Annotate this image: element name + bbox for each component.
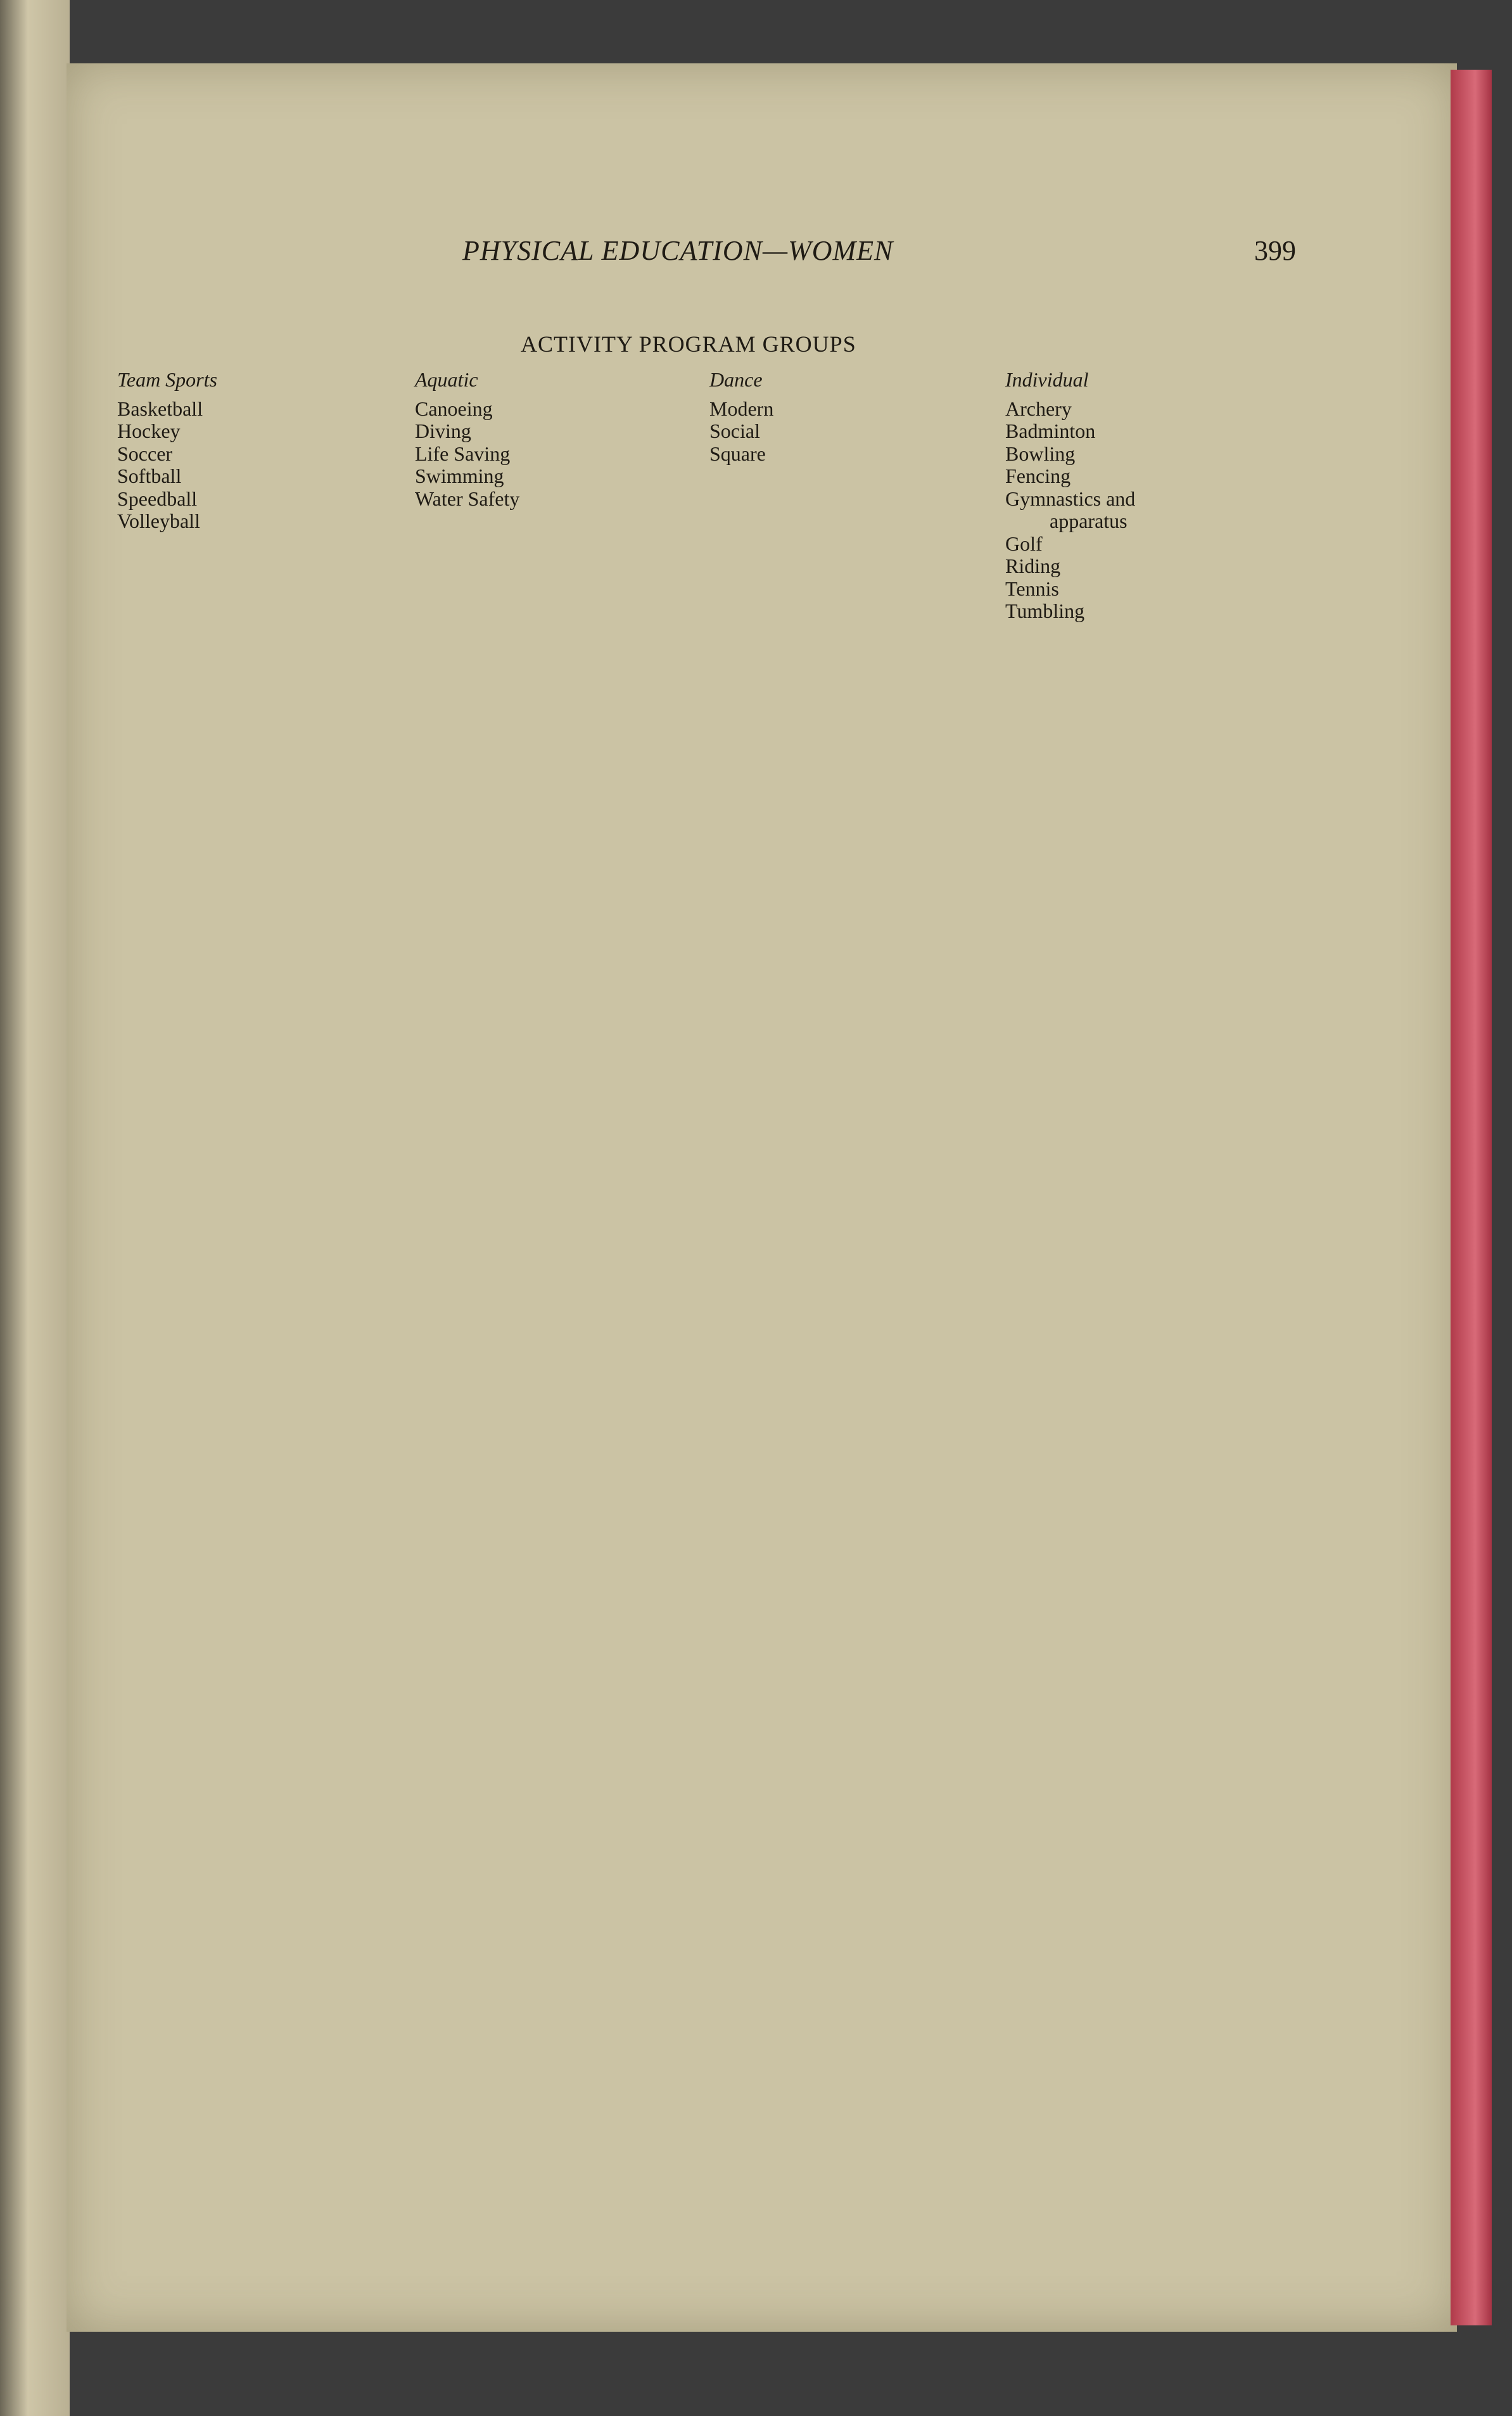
list-item: Bowling (1005, 442, 1076, 465)
list-item: Archery (1005, 397, 1072, 420)
list-item: Modern (709, 397, 774, 420)
list-item: Riding (1005, 554, 1061, 577)
list-item: Social (709, 419, 760, 442)
list-item: Hockey (117, 419, 181, 442)
list-item: Diving (415, 419, 471, 442)
list-item: apparatus (1050, 509, 1128, 532)
list-item: Volleyball (117, 509, 200, 532)
list-item: Canoeing (415, 397, 493, 420)
list-item: Golf (1005, 532, 1043, 555)
column-heading: Team Sports (117, 368, 217, 391)
list-item: Swimming (415, 464, 504, 487)
list-item: Basketball (117, 397, 203, 420)
column-team-sports (117, 369, 217, 533)
section-title: ACTIVITY PROGRAM GROUPS (521, 331, 856, 357)
list-item: Gymnastics and (1005, 487, 1136, 510)
list-item: Badminton (1005, 419, 1096, 442)
list-item: Tumbling (1005, 599, 1085, 622)
list-item: Fencing (1005, 464, 1071, 487)
list-item: Life Saving (415, 442, 511, 465)
book-edge (1451, 70, 1492, 2325)
adjacent-page-edge (0, 0, 70, 2416)
column-heading: Dance (709, 368, 763, 391)
list-item: Tennis (1005, 577, 1059, 600)
list-item: Water Safety (415, 487, 520, 510)
page-number: 399 (1254, 235, 1296, 266)
running-head: PHYSICAL EDUCATION—WOMEN (462, 235, 894, 266)
list-item: Speedball (117, 487, 198, 510)
list-item: Soccer (117, 442, 173, 465)
column-heading: Individual (1005, 368, 1089, 391)
column-heading: Aquatic (415, 368, 478, 391)
list-item: Softball (117, 464, 182, 487)
column-dance (709, 369, 773, 465)
list-item: Square (709, 442, 766, 465)
column-individual (1005, 369, 1135, 623)
column-aquatic (415, 369, 519, 510)
